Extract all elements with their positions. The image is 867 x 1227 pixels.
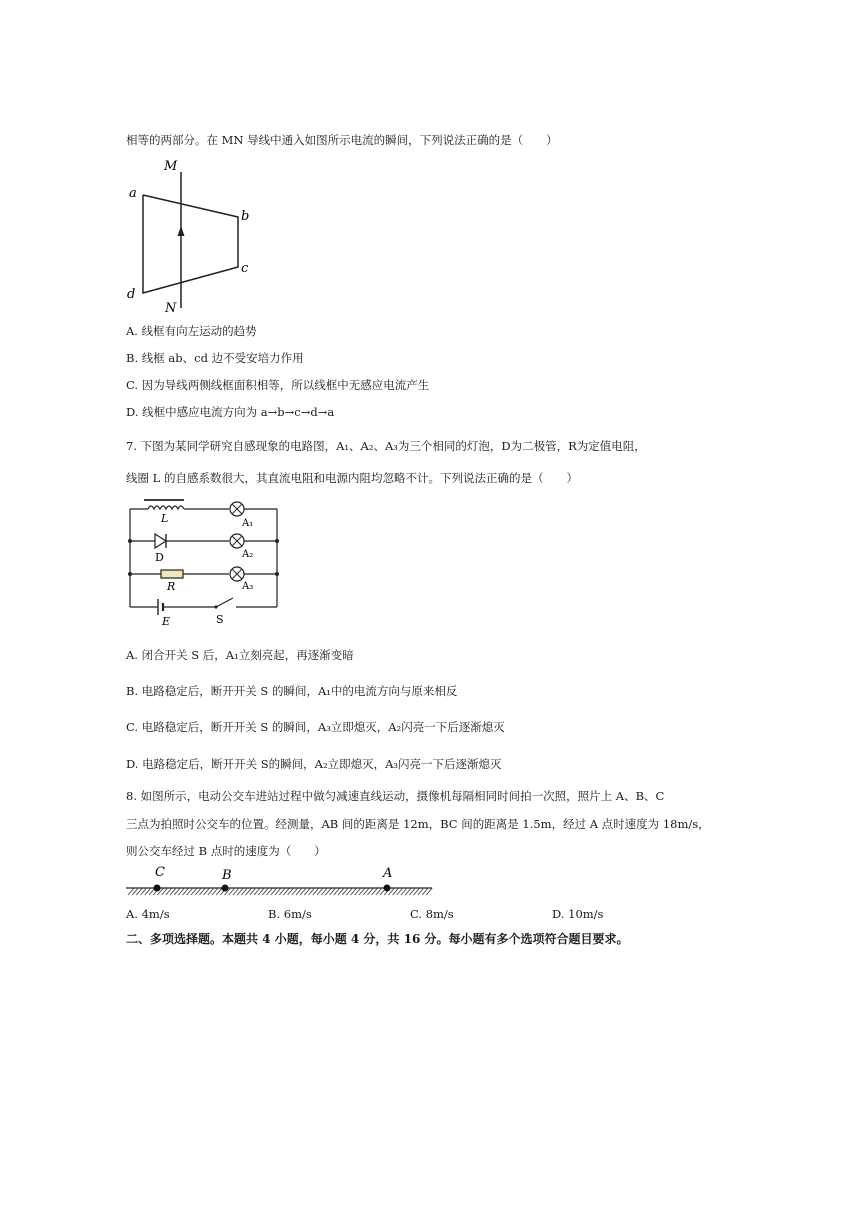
q8-stem-line2: 三点为拍照时公交车的位置。经测量，AB 间的距离是 12m，BC 间的距离是 1.5m，经过 A 点时速度为 18m/s， — [126, 817, 710, 831]
label-d: d — [127, 287, 136, 302]
label-M: M — [164, 159, 178, 174]
label-a: a — [129, 186, 137, 201]
point-A — [384, 885, 391, 892]
label-b: b — [241, 209, 250, 224]
q6-option-b: B. 线框 ab、cd 边不受安培力作用 — [126, 351, 304, 365]
label-A: A — [383, 866, 393, 881]
label-B: B — [222, 868, 232, 883]
q6-stem: 相等的两部分。在 MN 导线中通入如图所示电流的瞬间，下列说法正确的是（ ） — [126, 133, 558, 147]
q8-stem-line3: 则公交车经过 B 点时的速度为（ ） — [126, 844, 326, 858]
lamp-a1-icon — [230, 502, 244, 516]
battery-icon — [158, 599, 163, 615]
label-A3: A₃ — [242, 581, 254, 592]
label-c: c — [241, 261, 249, 276]
q6-option-d: D. 线框中感应电流方向为 a→b→c→d→a — [126, 405, 335, 419]
q8-option-b: B. 6m/s — [268, 907, 312, 921]
q6-option-a: A. 线框有向左运动的趋势 — [126, 324, 257, 338]
q7-circuit-figure — [120, 495, 290, 630]
q8-option-a: A. 4m/s — [126, 907, 170, 921]
label-A2: A₂ — [242, 549, 254, 560]
current-arrow-icon — [178, 226, 185, 236]
switch-icon — [214, 598, 233, 609]
q7-stem-line1: 7. 下图为某同学研究自感现象的电路图，A₁、A₂、A₃为三个相同的灯泡，D为二极管，R为定值电阻， — [126, 439, 646, 453]
resistor-icon — [161, 570, 183, 578]
q8-road-figure — [120, 860, 440, 902]
label-D: D — [155, 551, 164, 564]
label-E: E — [162, 615, 171, 628]
inductor-icon — [148, 506, 184, 509]
q6-option-c: C. 因为导线两侧线框面积相等，所以线框中无感应电流产生 — [126, 378, 430, 392]
label-A1: A₁ — [242, 518, 254, 529]
q6-figure — [120, 150, 270, 320]
q8-option-c: C. 8m/s — [410, 907, 454, 921]
q7-option-c: C. 电路稳定后，断开开关 S 的瞬间，A₃立即熄灭，A₂闪亮一下后逐渐熄灭 — [126, 720, 505, 734]
label-C: C — [155, 865, 165, 880]
label-L: L — [161, 512, 169, 525]
label-S: S — [216, 613, 224, 626]
q8-option-d: D. 10m/s — [552, 907, 604, 921]
q8-stem-line1: 8. 如图所示，电动公交车进站过程中做匀减速直线运动，摄像机每隔相同时间拍一次照，照片上 A、B、C — [126, 789, 665, 803]
q7-option-b: B. 电路稳定后，断开开关 S 的瞬间，A₁中的电流方向与原来相反 — [126, 684, 458, 698]
q7-option-a: A. 闭合开关 S 后，A₁立刻亮起，再逐渐变暗 — [126, 648, 354, 662]
label-N: N — [165, 301, 177, 316]
lamp-a3-icon — [230, 567, 244, 581]
q7-stem-line2: 线圈 L 的自感系数很大，其直流电阻和电源内阻均忽略不计。下列说法正确的是（ ） — [126, 471, 578, 485]
lamp-a2-icon — [230, 534, 244, 548]
q7-option-d: D. 电路稳定后，断开开关 S的瞬间，A₂立即熄灭，A₃闪亮一下后逐渐熄灭 — [126, 757, 502, 771]
point-B — [222, 885, 229, 892]
label-R: R — [167, 580, 176, 593]
section-2-heading: 二、多项选择题。本题共 4 小题，每小题 4 分，共 16 分。每小题有多个选项符合题目要求。 — [126, 932, 629, 946]
point-C — [154, 885, 161, 892]
diode-icon — [155, 534, 166, 548]
